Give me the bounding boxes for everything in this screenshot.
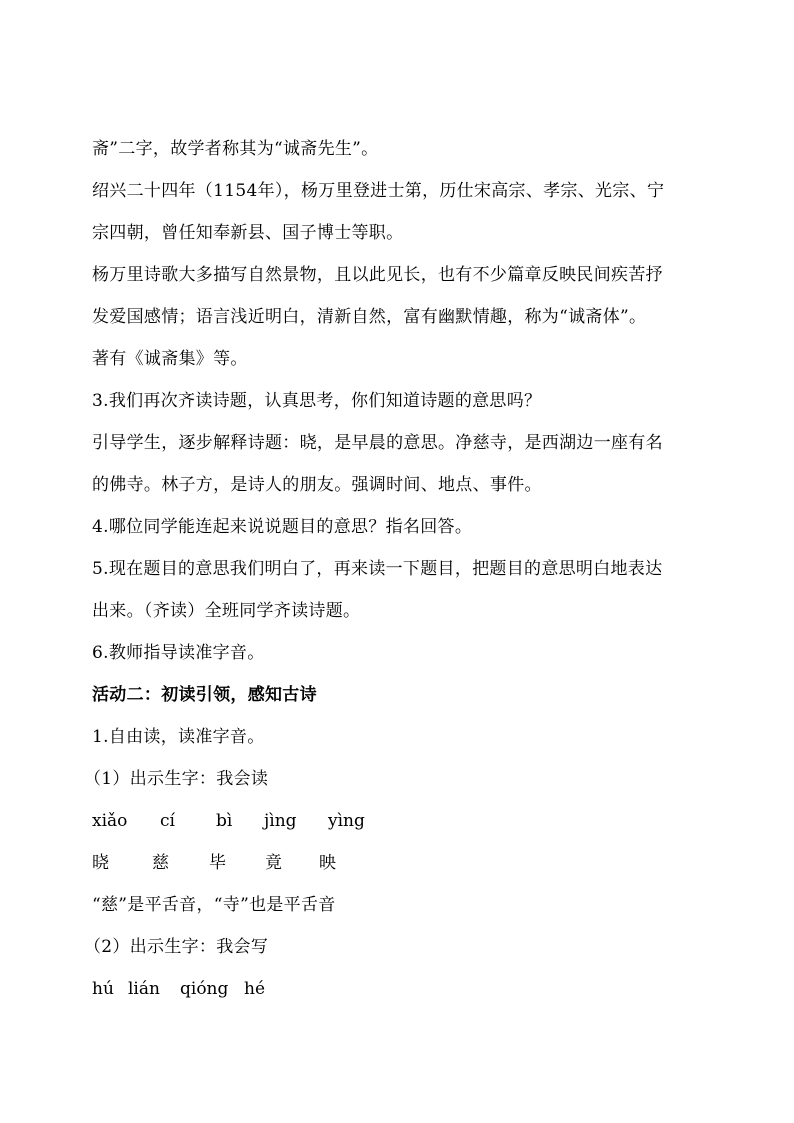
hanzi-xiao: 晓 <box>92 853 109 873</box>
section-line-1: 1.自由读，读准字音。 <box>92 727 265 747</box>
pinyin-ci: cí <box>160 811 175 831</box>
write-line: （2）出示生字：我会写 <box>84 937 269 957</box>
pinyin-write-row <box>92 968 720 1010</box>
document-page <box>84 128 720 1010</box>
hanzi-ci: 慈 <box>152 853 169 873</box>
pinyin-he: hé <box>244 979 266 999</box>
pinyin-jing: jìng <box>264 811 297 831</box>
note-line: “慈”是平舌音，“寺”也是平舌音 <box>92 895 336 915</box>
pinyin-qiong: qióng <box>180 979 229 999</box>
section-line-2: （1）出示生字：我会读 <box>84 769 269 789</box>
text-line-13: 6.教师指导读准字音。 <box>92 643 265 663</box>
text-line-7: 3.我们再次齐读诗题，认真思考，你们知道诗题的意思吗？ <box>92 391 542 411</box>
text-line-10: 4.哪位同学能连起来说说题目的意思？指名回答。 <box>92 517 473 537</box>
text-line-2: 绍兴二十四年（1154年），杨万里登进士第，历仕宋高宗、孝宗、光宗、宁 <box>92 181 665 201</box>
text-line-4: 杨万里诗歌大多描写自然景物，且以此见长，也有不少篇章反映民间疾苦抒 <box>92 265 663 285</box>
text-line-1: 斋”二字，故学者称其为“诚斋先生”。 <box>92 139 379 159</box>
text-line-12: 出来。（齐读）全班同学齐读诗题。 <box>92 601 361 621</box>
hanzi-jing: 竟 <box>265 853 282 873</box>
text-line-11: 5.现在题目的意思我们明白了，再来读一下题目，把题目的意思明白地表达 <box>92 559 663 579</box>
section-heading: 活动二：初读引领，感知古诗 <box>92 685 317 705</box>
pinyin-bi: bì <box>216 811 233 831</box>
text-line-8: 引导学生，逐步解释诗题：晓，是早晨的意思。净慈寺，是西湖边一座有名 <box>92 433 663 453</box>
pinyin-xiao: xiǎo <box>92 811 128 831</box>
text-line-3: 宗四朝，曾任知奉新县、国子博士等职。 <box>92 223 404 243</box>
pinyin-lian: lián <box>128 979 160 999</box>
hanzi-read-row <box>92 842 720 884</box>
text-line-9: 的佛寺。林子方，是诗人的朋友。强调时间、地点、事件。 <box>92 475 542 495</box>
pinyin-hu: hú <box>92 979 114 999</box>
pinyin-ying: yìng <box>328 811 365 831</box>
pinyin-read-row <box>92 800 720 842</box>
hanzi-bi: 毕 <box>209 853 226 873</box>
text-line-5: 发爱国感情；语言浅近明白，清新自然，富有幽默情趣，称为“诚斋体”。 <box>92 307 647 327</box>
text-line-6: 著有《诚斋集》等。 <box>92 349 248 369</box>
hanzi-ying: 映 <box>319 853 336 873</box>
